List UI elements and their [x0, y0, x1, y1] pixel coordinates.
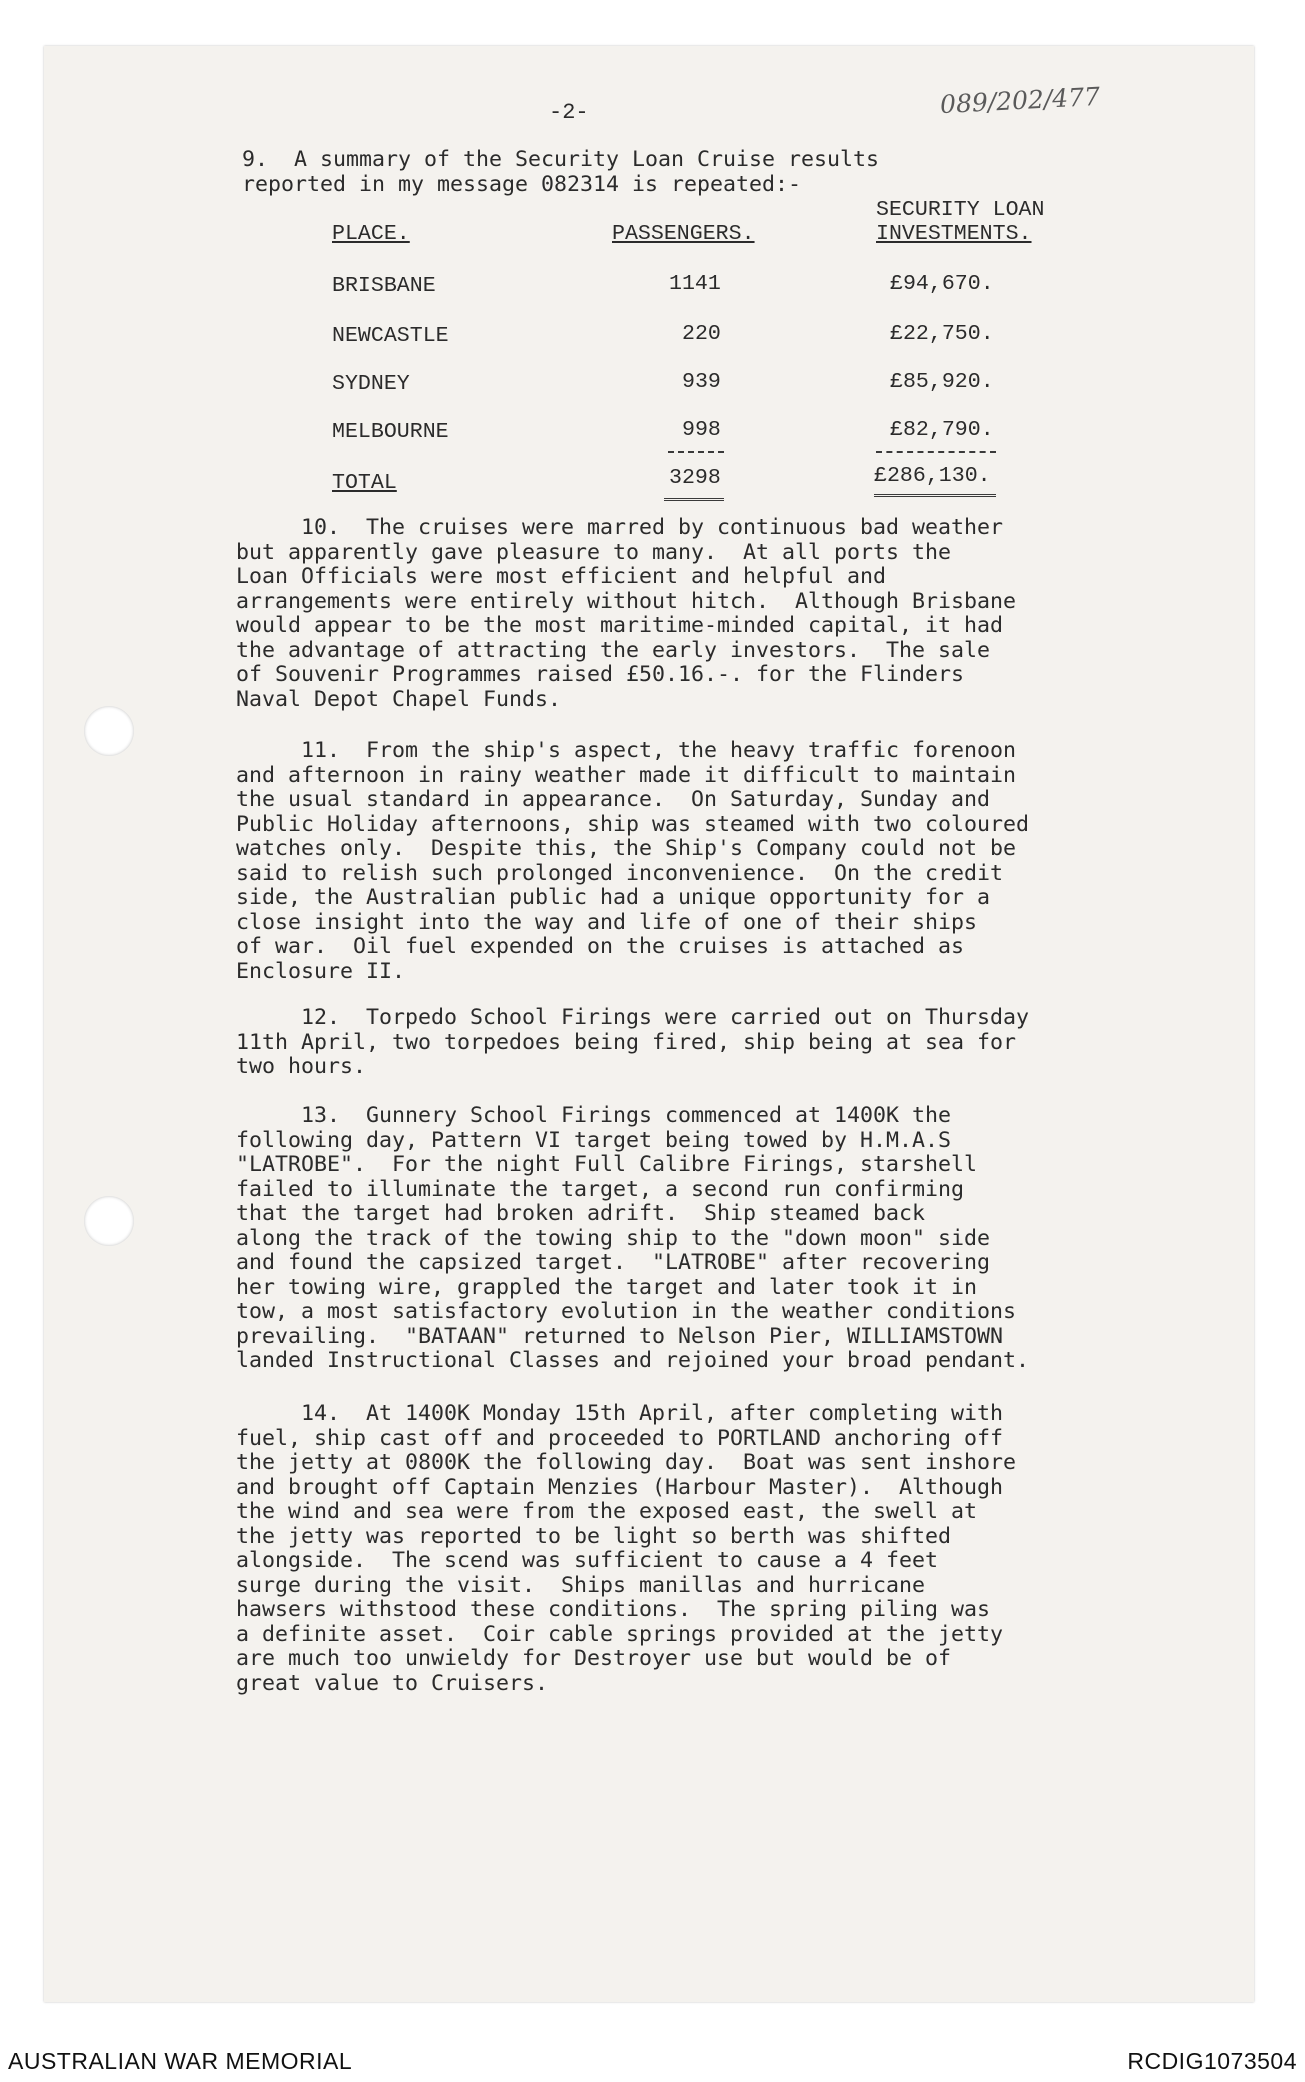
total-rule-passengers: [664, 498, 724, 501]
page-number: -2-: [549, 100, 589, 125]
paragraph-14: 14. At 1400K Monday 15th April, after completing with fuel, ship cast off and proceeded to PORTLAND anchoring off the jetty at 0800K the following day. Boat was sent inshore and brought off Captain Menzies (Harbour Master). Although the wind and sea were from the exposed east, the swell at the jetty was reported to be light so berth was shifted alongside. The scend was sufficient to cause a 4 feet surge during the visit. Ships manillas and hurricane hawsers withstood these conditions. The spring piling was a definite asset. Coir cable springs provided at the jetty are much too unwieldy for Destroyer use but would be of great value to Cruisers.: [236, 1401, 1017, 1696]
subtotal-dash-investments: [876, 451, 996, 453]
paragraph-11: 11. From the ship's aspect, the heavy traffic forenoon and afternoon in rainy weather made it difficult to maintain the usual standard in appearance. On Saturday, Sunday and Public Holiday afternoons, ship was steamed with two coloured watches only. Despite this, the Ship's Company could not be said to relish such prolonged inconvenience. On the credit side, the Australian public had a unique opportunity for a close insight into the way and life of one of their ships of war. Oil fuel expended on the cruises is attached as Enclosure II.: [236, 738, 1030, 984]
header-investments-line1: SECURITY LOAN: [876, 198, 1045, 222]
archive-footer-left: AUSTRALIAN WAR MEMORIAL: [8, 2048, 353, 2074]
paragraph-13: 13. Gunnery School Firings commenced at 1400K the following day, Pattern VI target being towed by H.M.A.S "LATROBE". For the night Full Calibre Firings, starshell failed to illuminate the target, a second run confirming that the target had broken adrift. Ship steamed back along the track of the towing ship to the "down moon" side and found the capsized target. "LATROBE" after recovering her towing wire, grappled the target and later took it in tow, a most satisfactory evolution in the weather conditions prevailing. "BATAAN" returned to Nelson Pier, WILLIAMSTOWN landed Instructional Classes and rejoined your broad pendant.: [236, 1103, 1030, 1373]
paragraph-12: 12. Torpedo School Firings were carried out on Thursday 11th April, two torpedoes being fired, ship being at sea for two hours.: [236, 1005, 1030, 1079]
header-place: PLACE.: [332, 222, 410, 246]
row-place-3: MELBOURNE: [332, 420, 449, 444]
punch-hole-bottom: [84, 1196, 134, 1246]
row-passengers-0: 1141: [669, 272, 721, 296]
row-passengers-2: 939: [682, 370, 721, 394]
total-rule-investments: [874, 494, 996, 497]
row-investments-2: £85,920.: [890, 370, 994, 394]
total-passengers: 3298: [669, 466, 721, 490]
row-place-2: SYDNEY: [332, 372, 410, 396]
header-passengers: PASSENGERS.: [612, 222, 755, 246]
row-place-0: BRISBANE: [332, 274, 436, 298]
punch-hole-top: [84, 706, 134, 756]
row-passengers-3: 998: [682, 418, 721, 442]
document-page: [44, 46, 1254, 2002]
row-passengers-1: 220: [682, 322, 721, 346]
row-investments-1: £22,750.: [890, 322, 994, 346]
paragraph-10: 10. The cruises were marred by continuous bad weather but apparently gave pleasure to many. At all ports the Loan Officials were most efficient and helpful and arrangements were entirely without hitch. Although Brisbane would appear to be the most maritime-minded capital, it had the advantage of attracting the early investors. The sale of Souvenir Programmes raised £50.16.-. for the Flinders Naval Depot Chapel Funds.: [236, 515, 1017, 712]
row-place-1: NEWCASTLE: [332, 324, 449, 348]
handwritten-reference-number: 089/202/477: [939, 81, 1101, 120]
row-investments-0: £94,670.: [890, 272, 994, 296]
header-investments-line2: INVESTMENTS.: [876, 222, 1032, 246]
paragraph-9: 9. A summary of the Security Loan Cruise results reported in my message 082314 is repeated:-: [242, 147, 880, 197]
total-investments: £286,130.: [874, 464, 991, 488]
archive-footer-right: RCDIG1073504: [1127, 2048, 1297, 2074]
total-label: TOTAL: [332, 471, 397, 495]
subtotal-dash-passengers: [668, 451, 724, 453]
row-investments-3: £82,790.: [890, 418, 994, 442]
